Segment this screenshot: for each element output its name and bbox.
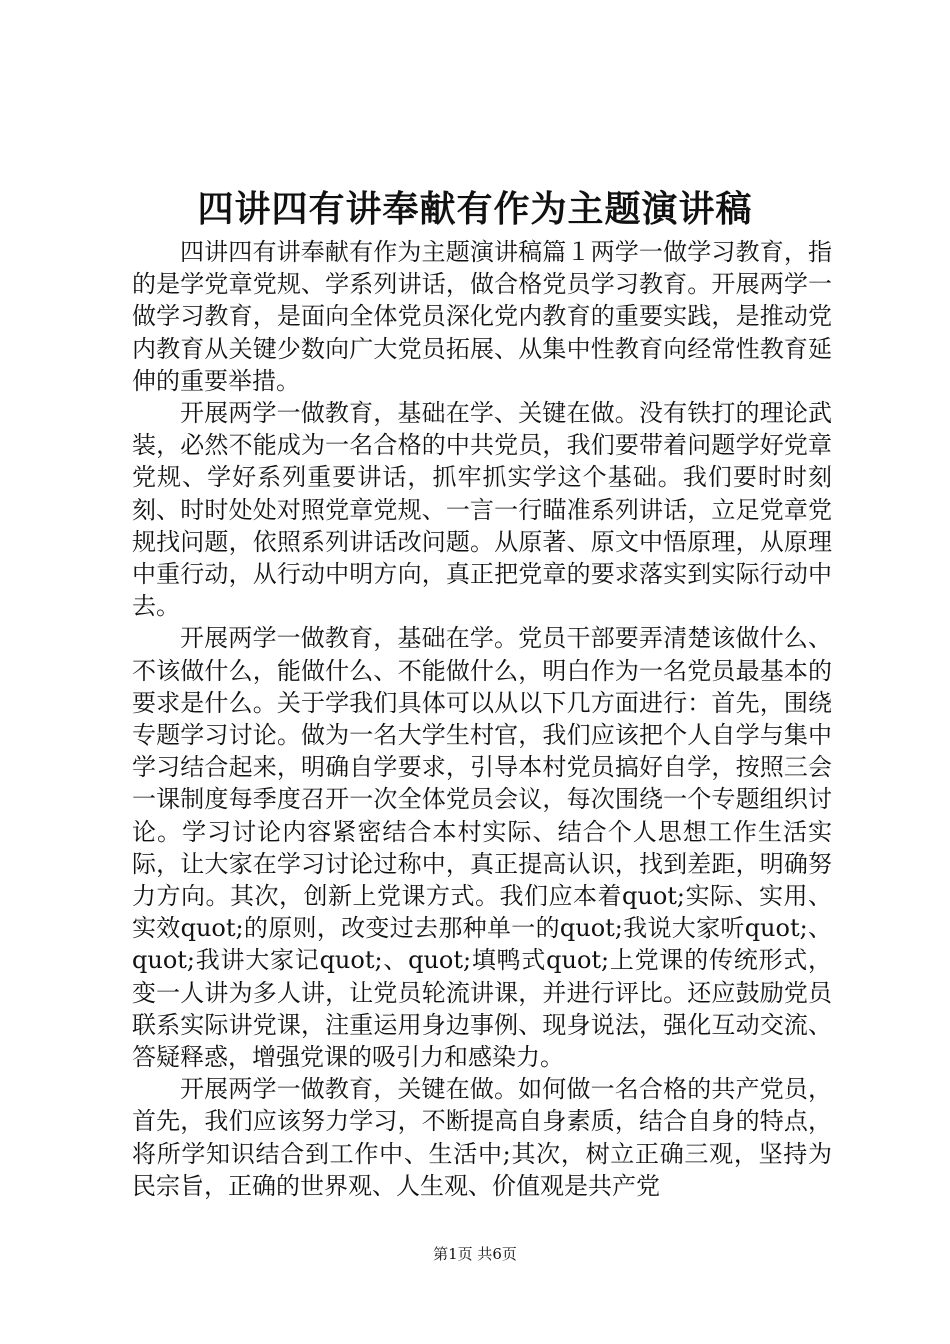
paragraph-3: 开展两学一做教育，基础在学。党员干部要弄清楚该做什么、不该做什么，能做什么、不能做什么，明白作为一名党员最基本的要求是什么。关于学我们具体可以从以下几方面进行：首先，围绕专题学习讨论。做为一名大学生村官，我们应该把个人自学与集中学习结合起来，明确自学要求，引导本村党员搞好自学，按照三会一课制度每季度召开一次全体党员会议，每次围绕一个专题组织讨论。学习讨论内容紧密结合本村实际、结合个人思想工作生活实际，让大家在学习讨论过称中，真正提高认识，找到差距，明确努力方向。其次，创新上党课方式。我们应本着quot;实际、实用、实效quot;的原则，改变过去那种单一的quot;我说大家听quot;、quot;我讲大家记quot;、quot;填鸭式quot;上党课的传统形式，变一人讲为多人讲，让党员轮流讲课，并进行评比。还应鼓励党员联系实际讲党课，注重运用身边事例、现身说法，强化互动交流、答疑释惑，增强党课的吸引力和感染力。 <box>132 624 832 1072</box>
page-title: 四讲四有讲奉献有作为主题演讲稿 <box>197 188 753 230</box>
page-number: 第1页 共6页 <box>433 1245 517 1263</box>
paragraph-2: 开展两学一做教育，基础在学、关键在做。没有铁打的理论武装，必然不能成为一名合格的中共党员，我们要带着问题学好党章党规、学好系列重要讲话，抓牢抓实学这个基础。我们要时时刻刻、时时处处对照党章党规、一言一行瞄准系列讲话，立足党章党规找问题，依照系列讲话改问题。从原著、原文中悟原理，从原理中重行动，从行动中明方向，真正把党章的要求落实到实际行动中去。 <box>132 399 832 621</box>
paragraph-4: 开展两学一做教育，关键在做。如何做一名合格的共产党员，首先，我们应该努力学习，不断提高自身素质，结合自身的特点，将所学知识结合到工作中、生活中;其次，树立正确三观，坚持为民宗旨，正确的世界观、人生观、价值观是共产党 <box>132 1075 832 1200</box>
document-body <box>132 236 832 1202</box>
paragraph-1: 四讲四有讲奉献有作为主题演讲稿篇１两学一做学习教育，指的是学党章党规、学系列讲话，做合格党员学习教育。开展两学一做学习教育，是面向全体党员深化党内教育的重要实践，是推动党内教育从关键少数向广大党员拓展、从集中性教育向经常性教育延伸的重要举措。 <box>132 238 832 395</box>
